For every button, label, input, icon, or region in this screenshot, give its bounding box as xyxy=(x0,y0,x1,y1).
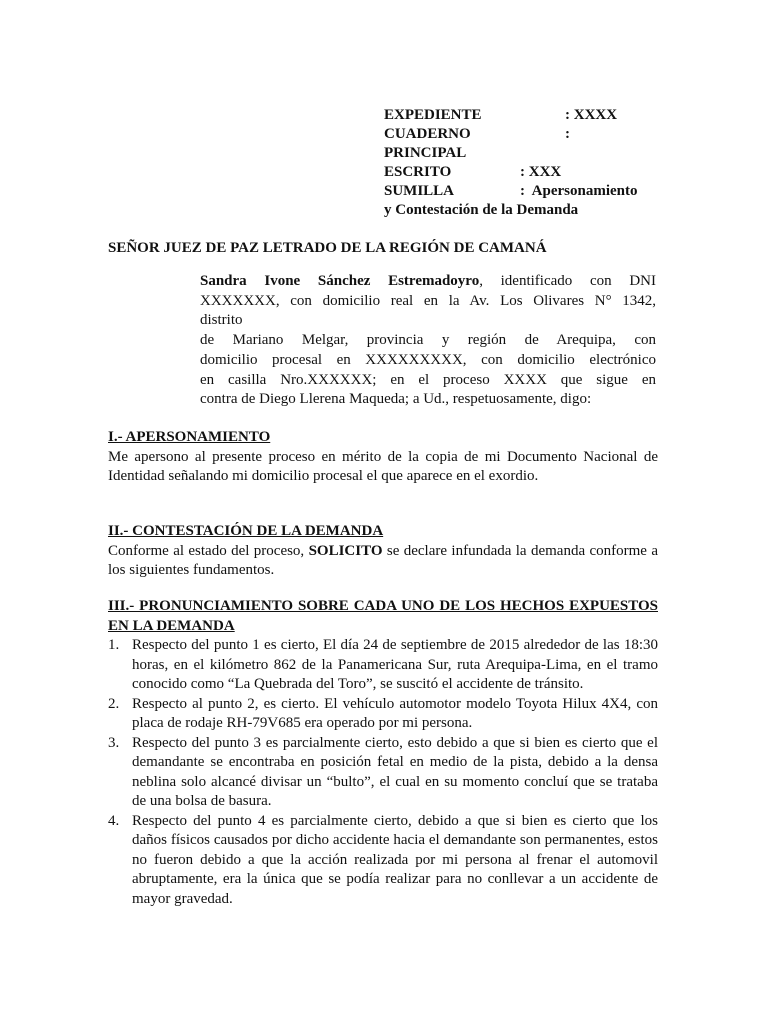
fact-text: Respecto al punto 2, es cierto. El vehículo automotor modelo Toyota Hilux 4X4, con placa de rodaje RH-79V685 era operado por mi persona. xyxy=(132,695,658,731)
cuaderno-colon: : xyxy=(565,126,570,142)
section-1-title: I.- APERSONAMIENTO xyxy=(108,429,271,445)
intro-line-2: XXXXXXX, con domicilio real en la Av. Los Olivares N° 1342, xyxy=(200,292,656,309)
facts-list xyxy=(108,636,658,909)
fact-text: Respecto del punto 4 es parcialmente cierto, debido a que si bien es cierto que los daños físicos causados por dicho accidente hacia el demandante son permanentes, estos no fueron debido a que la acción realizada por mi persona al frenar el automovil abruptamente, era la única que se podía realizar para no conllevar a un accidente de mayor gravedad. xyxy=(132,812,658,907)
fact-item xyxy=(108,812,658,910)
intro-line-5: domicilio procesal en XXXXXXXXX, con domicilio electrónico xyxy=(200,351,656,368)
escrito-label: ESCRITO xyxy=(384,164,452,180)
sumilla-cont-row xyxy=(384,201,660,220)
solicito-emphasis: SOLICITO xyxy=(308,542,383,559)
fact-text: Respecto del punto 1 es cierto, El día 24 de septiembre de 2015 alrededor de las 18:30 horas, en el kilómetro 862 de la Panamericana Sur, ruta Arequipa-Lima, en el tramo conocido como “La Quebrada del Toro”, se suscitó el accidente de tránsito. xyxy=(132,637,658,692)
principal-label: PRINCIPAL xyxy=(384,145,467,161)
intro-paragraph xyxy=(200,272,656,410)
principal-row xyxy=(384,144,660,163)
section-pronunciamiento xyxy=(108,597,658,909)
fact-number: 2. xyxy=(108,695,120,712)
intro-line-3: distrito xyxy=(200,312,243,329)
escrito-value: : XXX xyxy=(520,164,562,180)
section-2-body-b: se declare infundada la demanda conforme a los siguientes fundamentos. xyxy=(108,542,658,578)
fact-number: 4. xyxy=(108,812,120,829)
fact-item xyxy=(108,636,658,695)
section-2-title: II.- CONTESTACIÓN DE LA DEMANDA xyxy=(108,523,384,539)
section-1-body: Me apersono al presente proceso en mérito de la copia de mi Documento Nacional de Identidad señalando mi domicilio procesal el que aparece en el exordio. xyxy=(108,448,658,484)
sumilla-label: SUMILLA xyxy=(384,183,455,199)
section-contestacion xyxy=(108,522,658,581)
intro-line-4: de Mariano Melgar, provincia y región de Arequipa, con xyxy=(200,332,656,349)
fact-item xyxy=(108,695,658,734)
fact-number: 1. xyxy=(108,637,120,653)
section-3-title: III.- PRONUNCIAMIENTO SOBRE CADA UNO DE LOS HECHOS EXPUESTOS EN LA DEMANDA xyxy=(108,598,658,634)
fact-item xyxy=(108,734,658,812)
expediente-label: EXPEDIENTE xyxy=(384,107,482,123)
escrito-row xyxy=(384,163,660,182)
sumilla-value: : Apersonamiento xyxy=(520,183,638,199)
intro-line-6: en casilla Nro.XXXXXX; en el proceso XXXX que sigue en xyxy=(200,371,656,388)
cuaderno-row xyxy=(384,125,660,144)
sumilla-continuation: y Contestación de la Demanda xyxy=(384,202,579,218)
fact-text: Respecto del punto 3 es parcialmente cierto, esto debido a que si bien es cierto que el demandante se encontraba en posición fetal en medio de la pista, debido a la densa neblina solo alcancé divisar un “bulto”, el cual en su momento concluí que se trataba de una bolsa de basura. xyxy=(132,734,658,809)
expediente-value: : XXXX xyxy=(565,107,618,123)
sumilla-row xyxy=(384,182,660,201)
expediente-row xyxy=(384,106,660,125)
section-2-body-a: Conforme al estado del proceso, xyxy=(108,542,309,559)
intro-line-7: contra de Diego Llerena Maqueda; a Ud., respetuosamente, digo: xyxy=(200,391,592,408)
section-2-body xyxy=(108,542,658,581)
case-header xyxy=(384,106,660,220)
cuaderno-label: CUADERNO xyxy=(384,126,471,142)
intro-line-1 xyxy=(200,272,656,292)
plaintiff-name: Sandra Ivone Sánchez Estremadoyro xyxy=(200,273,480,289)
intro-line-1-rest: , identificado con DNI xyxy=(479,273,656,289)
fact-number: 3. xyxy=(108,734,120,751)
addressee-heading: SEÑOR JUEZ DE PAZ LETRADO DE LA REGIÓN DE CAMANÁ xyxy=(108,240,547,256)
section-apersonamiento xyxy=(108,428,658,487)
